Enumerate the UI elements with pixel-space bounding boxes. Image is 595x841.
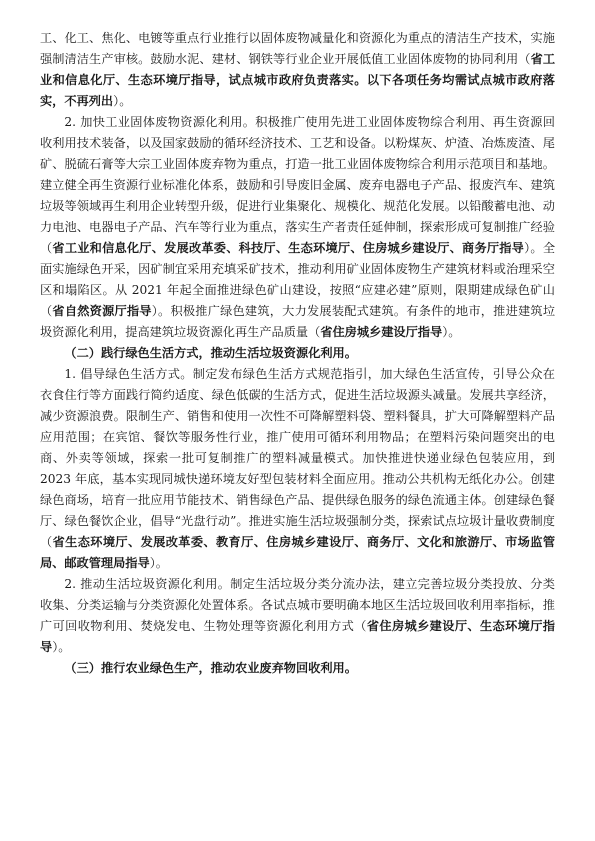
paragraph-1 xyxy=(40,28,555,112)
paragraph-2-tail: ）。全面实施绿色开采，因矿制宜采用充填采矿技术，推动利用矿业固体废物生产建筑材料或治理采空区和塌陷区。从 2021 年起全面推进绿色矿山建设，按照“应建必建”原则，限期建成绿色矿山（ xyxy=(40,241,556,318)
paragraph-3-tail: ）。 xyxy=(149,556,168,570)
paragraph-3-bold: 省生态环境厅、发展改革委、教育厅、住房城乡建设厅、商务厅、文化和旅游厅、市场监管局、邮政管理局指导 xyxy=(40,535,556,570)
paragraph-4-text: 2. 推动生活垃圾资源化利用。制定生活垃圾分类分流办法，建立完善垃圾分类投放、分类收集、分类运输与分类资源化处置体系。各试点城市要明确本地区生活垃圾回收利用率指标，推广可回收物利用、焚烧发电、生物处理等资源化利用方式（ xyxy=(40,577,555,633)
paragraph-2 xyxy=(40,112,555,343)
paragraph-2-tail-3: ）。 xyxy=(442,325,461,339)
paragraph-1-text: 工、化工、焦化、电镀等重点行业推行以固体废物减量化和资源化为重点的清洁生产技术，实施强制清洁生产审核。鼓励水泥、建材、钢铁等行业企业开展低值工业固体废物的协同利用（ xyxy=(40,31,555,66)
paragraph-4-tail: ）。 xyxy=(52,640,71,654)
section-heading-2: （二）践行绿色生活方式，推动生活垃圾资源化利用。 xyxy=(64,346,357,360)
paragraph-2-tail-2: ）。积极推广绿色建筑，大力发展装配式建筑。有条件的地市，推进建筑垃圾资源化利用，提高建筑垃圾资源化再生产品质量（ xyxy=(40,304,556,339)
paragraph-2-bold: 省工业和信息化厅、发展改革委、科技厅、生态环境厅、住房城乡建设厅、商务厅指导 xyxy=(52,241,525,255)
document-page xyxy=(40,28,555,679)
paragraph-2-text: 2. 加快工业固体废物资源化利用。积极推广使用先进工业固体废物综合利用、再生资源回收利用技术装备，以及国家鼓励的循环经济技术、工艺和设备。以粉煤灰、炉渣、冶炼废渣、尾矿、脱硫石膏等大宗工业固体废弃物为重点，打造一批工业固体废物综合利用示范项目和基地。建立健全再生资源行业标准化体系，鼓励和引导废旧金属、废弃电器电子产品、报废汽车、建筑垃圾等领域再生利用企业转型升级，促进行业集聚化、规模化、规范化发展。以铅酸蓄电池、动力电池、电器电子产品、汽车等行业为重点，落实生产者责任延伸制，探索形成可复制推广经验（ xyxy=(40,115,555,255)
paragraph-2-bold-3: 省住房城乡建设厅指导 xyxy=(320,325,443,339)
paragraph-3 xyxy=(40,364,555,574)
section-heading-3: （三）推行农业绿色生产，推动农业废弃物回收利用。 xyxy=(64,661,357,675)
paragraph-3-text: 1. 倡导绿色生活方式。制定发布绿色生活方式规范指引，加大绿色生活宣传，引导公众在衣食住行等方面践行简约适度、绿色低碳的生活方式，促进生活垃圾源头减量。发展共享经济，减少资源浪费。限制生产、销售和使用一次性不可降解塑料袋、塑料餐具，扩大可降解塑料产品应用范围；在宾馆、餐饮等服务性行业，推广使用可循环利用物品；在塑料污染问题突出的电商、外卖等领域，探索一批可复制推广的塑料减量模式。加快推进快递业绿色包装应用，到 2023 年底，基本实现同城快递环境友好型包装材料全面应用。推动公共机构无纸化办公。创建绿色商场，培育一批应用节能技术、销售绿色产品、提供绿色服务的绿色流通主体。创建绿色餐厅、绿色餐饮企业，倡导“光盘行动”。推进实施生活垃圾强制分类，探索试点垃圾计量收费制度（ xyxy=(40,367,555,549)
paragraph-1-tail: ）。 xyxy=(113,94,132,108)
paragraph-4 xyxy=(40,574,555,658)
paragraph-2-bold-2: 省自然资源厅指导 xyxy=(52,304,152,318)
paragraph-4-bold: 省住房城乡建设厅、生态环境厅指导 xyxy=(40,619,555,654)
paragraph-1-bold: 省工业和信息化厅、生态环境厅指导，试点城市政府负责落实。以下各项任务均需试点城市政府落实，不再列出 xyxy=(40,52,556,108)
